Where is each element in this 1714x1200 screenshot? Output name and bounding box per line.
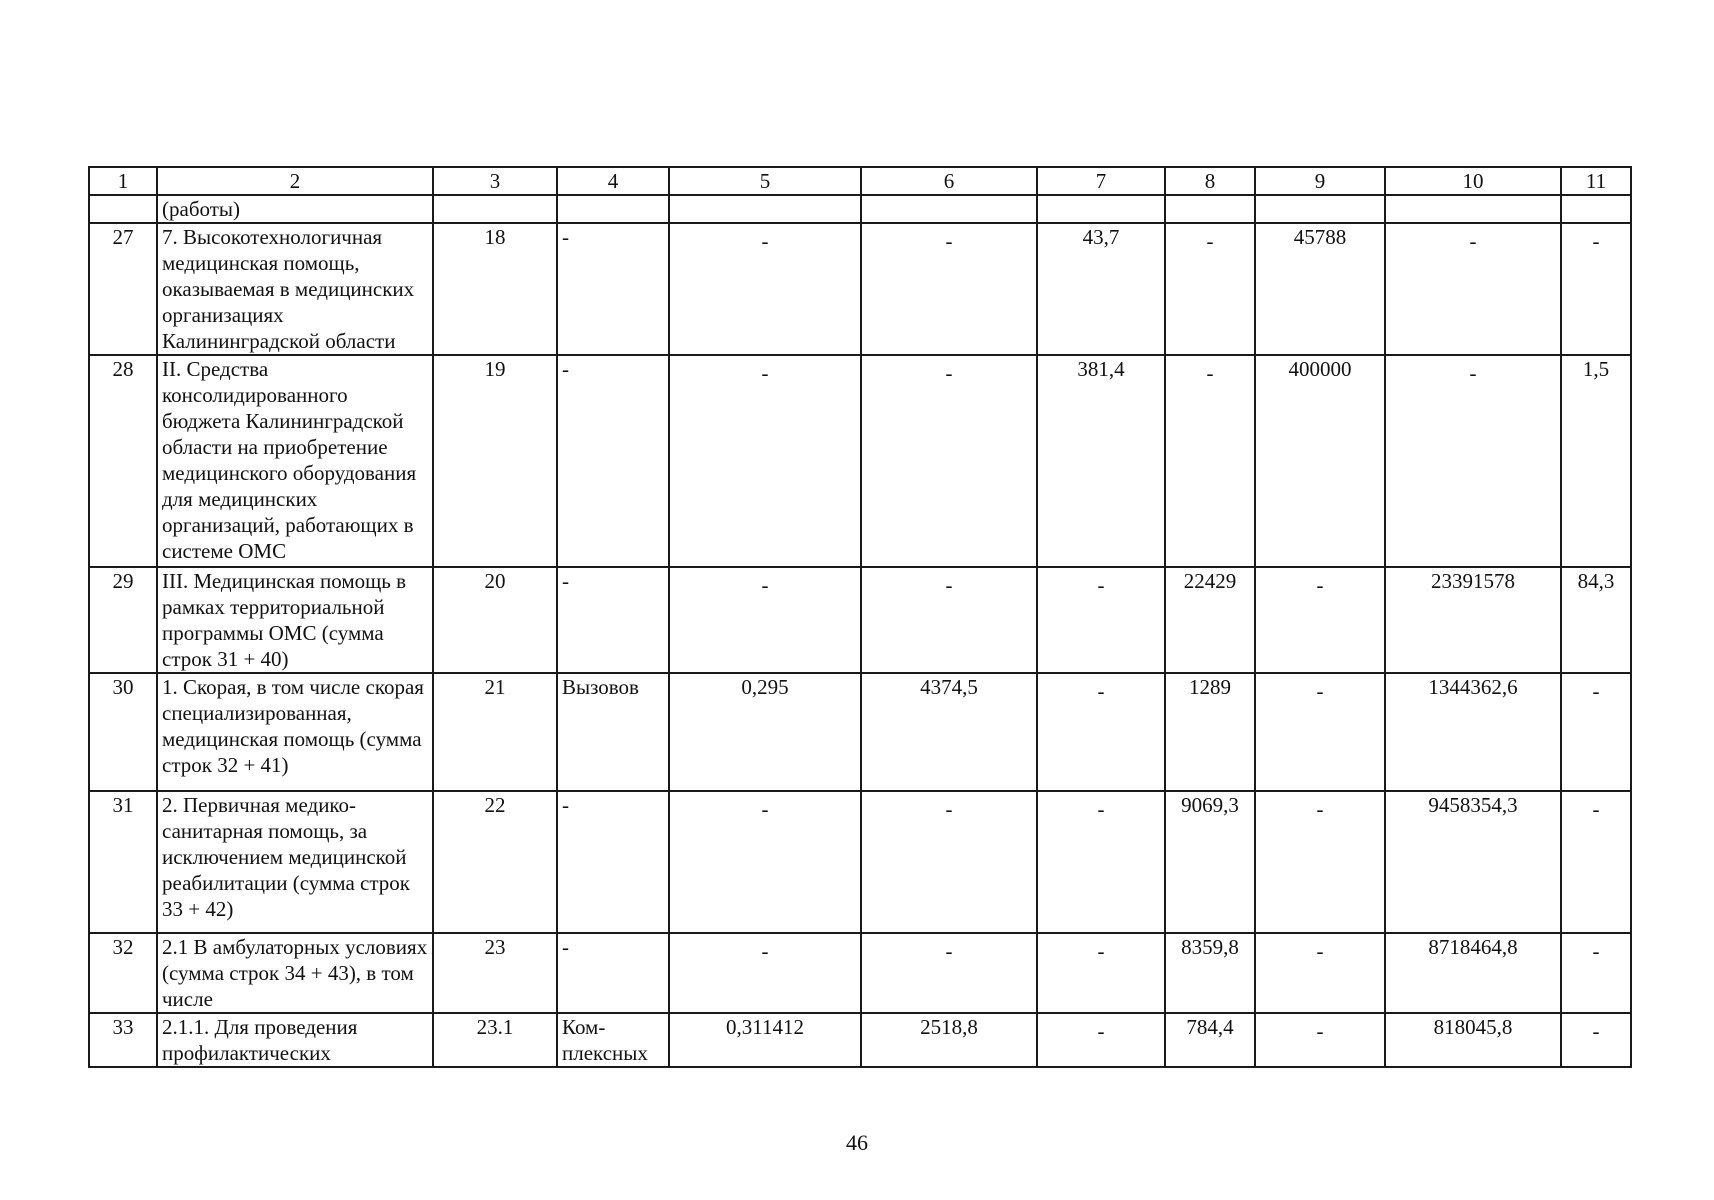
- table-cell: 43,7: [1037, 223, 1165, 355]
- table-cell: -: [861, 933, 1037, 1013]
- table-cell: [433, 195, 557, 223]
- table-cell: -: [557, 567, 669, 673]
- table-cell: [1255, 195, 1385, 223]
- data-table: [88, 166, 1632, 1068]
- page-number: 46: [846, 1130, 868, 1155]
- table-cell: 8359,8: [1165, 933, 1255, 1013]
- table-cell: 0,295: [669, 673, 861, 791]
- table-cell: 23391578: [1385, 567, 1561, 673]
- table-cell: 1. Скорая, в том числе скорая специализированная, медицинская помощь (сумма строк 32 + 41): [157, 673, 433, 791]
- table-cell: 1289: [1165, 673, 1255, 791]
- table-cell: [1561, 195, 1631, 223]
- table-cell: -: [557, 933, 669, 1013]
- table-cell: 400000: [1255, 355, 1385, 567]
- table-cell: -: [1385, 355, 1561, 567]
- table-cell: -: [1255, 567, 1385, 673]
- header-row: [89, 167, 1631, 195]
- table-cell: -: [557, 355, 669, 567]
- table-cell: 21: [433, 673, 557, 791]
- table-cell: 33: [89, 1013, 157, 1067]
- table-cell: -: [861, 355, 1037, 567]
- table-cell: 818045,8: [1385, 1013, 1561, 1067]
- column-header: 2: [157, 167, 433, 195]
- table-cell: -: [1255, 1013, 1385, 1067]
- table-cell: -: [1255, 933, 1385, 1013]
- column-header: 11: [1561, 167, 1631, 195]
- column-header: 10: [1385, 167, 1561, 195]
- table-cell: 8718464,8: [1385, 933, 1561, 1013]
- table-cell: -: [1165, 355, 1255, 567]
- table-cell: -: [669, 791, 861, 933]
- table-cell: [557, 195, 669, 223]
- table-row: [89, 567, 1631, 673]
- table-cell: -: [1561, 223, 1631, 355]
- table-body: [89, 195, 1631, 1067]
- table-cell: -: [1037, 933, 1165, 1013]
- table-cell: 18: [433, 223, 557, 355]
- table-cell: 22: [433, 791, 557, 933]
- table-cell: Ком-плексных: [557, 1013, 669, 1067]
- table-cell: 30: [89, 673, 157, 791]
- table-cell: 27: [89, 223, 157, 355]
- table-cell: -: [669, 567, 861, 673]
- column-header: 6: [861, 167, 1037, 195]
- table-cell: -: [861, 791, 1037, 933]
- table-cell: III. Медицинская помощь в рамках территориальной программы ОМС (сумма строк 31 + 40): [157, 567, 433, 673]
- table-cell: -: [669, 355, 861, 567]
- table-cell: -: [1561, 1013, 1631, 1067]
- table-cell: 1344362,6: [1385, 673, 1561, 791]
- table-cell: -: [557, 791, 669, 933]
- table-cell: -: [1037, 791, 1165, 933]
- column-header: 3: [433, 167, 557, 195]
- column-header: 8: [1165, 167, 1255, 195]
- table-row: [89, 355, 1631, 567]
- table-cell: -: [1037, 567, 1165, 673]
- table-cell: 2.1 В амбулаторных условиях (сумма строк 34 + 43), в том числе: [157, 933, 433, 1013]
- table-cell: Вызовов: [557, 673, 669, 791]
- table-cell: 45788: [1255, 223, 1385, 355]
- table-cell: 0,311412: [669, 1013, 861, 1067]
- table-cell: II. Средства консолидированного бюджета Калининградской области на приобретение медицинского оборудования для медицинских организаций, работающих в системе ОМС: [157, 355, 433, 567]
- table-cell: 84,3: [1561, 567, 1631, 673]
- column-header: 5: [669, 167, 861, 195]
- table-cell: 784,4: [1165, 1013, 1255, 1067]
- table-cell: 23.1: [433, 1013, 557, 1067]
- table-cell: -: [557, 223, 669, 355]
- table-cell: -: [1255, 791, 1385, 933]
- table-cell: 381,4: [1037, 355, 1165, 567]
- table-cell: 22429: [1165, 567, 1255, 673]
- table-row: [89, 223, 1631, 355]
- table-cell: 4374,5: [861, 673, 1037, 791]
- table-cell: -: [1037, 1013, 1165, 1067]
- table-cell: -: [669, 933, 861, 1013]
- table-cell: 1,5: [1561, 355, 1631, 567]
- table-cell: -: [861, 567, 1037, 673]
- table-cell: 31: [89, 791, 157, 933]
- table-cell: -: [669, 223, 861, 355]
- table-cell: 9458354,3: [1385, 791, 1561, 933]
- table-cell: [669, 195, 861, 223]
- table-cell: 19: [433, 355, 557, 567]
- column-header: 4: [557, 167, 669, 195]
- table-row: [89, 791, 1631, 933]
- table-cell: 23: [433, 933, 557, 1013]
- column-header: 7: [1037, 167, 1165, 195]
- table-cell: -: [1037, 673, 1165, 791]
- table-cell: -: [1165, 223, 1255, 355]
- table-cell: -: [1561, 791, 1631, 933]
- table-cell: [1037, 195, 1165, 223]
- table-cell: -: [1385, 223, 1561, 355]
- table-cell: 7. Высокотехнологичная медицинская помощь, оказываемая в медицинских организациях Калининградской области: [157, 223, 433, 355]
- table-cell: (работы): [157, 195, 433, 223]
- table-cell: -: [861, 223, 1037, 355]
- table-cell: -: [1561, 673, 1631, 791]
- table-cell: 2.1.1. Для проведения профилактических: [157, 1013, 433, 1067]
- table-cell: -: [1561, 933, 1631, 1013]
- table-cell: [89, 195, 157, 223]
- table-cell: 32: [89, 933, 157, 1013]
- table-cell: 28: [89, 355, 157, 567]
- table-cell: [1165, 195, 1255, 223]
- table-cell: 9069,3: [1165, 791, 1255, 933]
- column-header: 9: [1255, 167, 1385, 195]
- table-row: [89, 933, 1631, 1013]
- table-row: [89, 673, 1631, 791]
- table-cell: 2. Первичная медико-санитарная помощь, за исключением медицинской реабилитации (сумма строк 33 + 42): [157, 791, 433, 933]
- table-cell: 20: [433, 567, 557, 673]
- table-cell: 29: [89, 567, 157, 673]
- table-row: [89, 1013, 1631, 1067]
- table-cell: -: [1255, 673, 1385, 791]
- table-cell: 2518,8: [861, 1013, 1037, 1067]
- column-header: 1: [89, 167, 157, 195]
- table-cell: [1385, 195, 1561, 223]
- table-cell: [861, 195, 1037, 223]
- table-row: [89, 195, 1631, 223]
